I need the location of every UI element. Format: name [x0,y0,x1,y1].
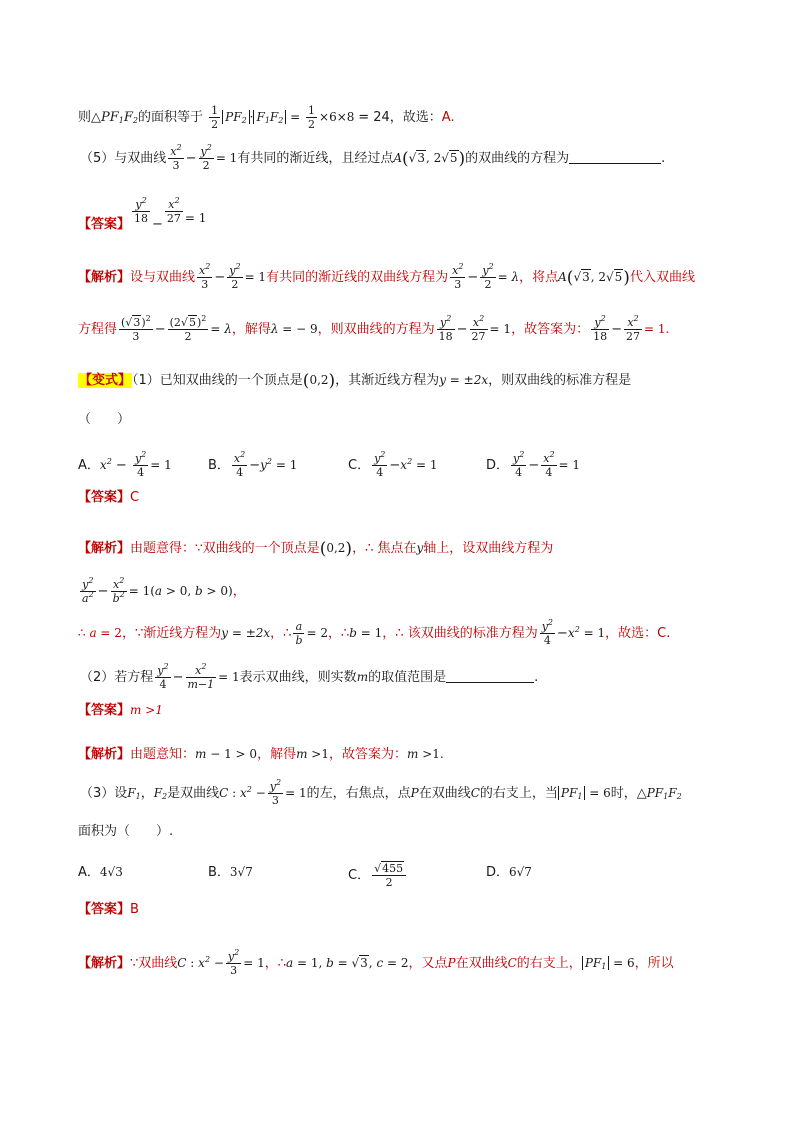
analysis-v1-line1: 【解析】由题意得：∵双曲线的一个顶点是(0,2)，∴ 焦点在y轴上，设双曲线方程为 [78,539,554,559]
option-d[interactable]: D．6√7 [486,865,532,880]
line-triangle-area: 则$\triangle PF_1F_2$的面积等于 $\frac{1}{2}$ $PF_2 \cdot F_1F_2$ = $\frac{1}{2}$ ×6×8 = 24，故选：A. [78,104,455,131]
answer-blank [446,682,534,683]
answer-v2: 【答案】m >1 [78,703,163,718]
variant-2-question: （2）若方程 $\frac{y^2}{4}$ − $\frac{x^2}{m-1}$ = 1表示双曲线，则实数m的取值范围是 . [80,662,539,691]
analysis-q5-line2: 方程得 $\frac{(√3)^2}{3}$ − $\frac{(2√5)^2}{2}$ = λ，解得λ = − 9，则双曲线的方程为 $\frac{y^2}{18}$ − $\frac{x^2}{27}$ = 1，故答案为： $\frac{y^2}{18}$ − $\frac{x^2}{27}$ = 1. [78,314,670,343]
answer-q5: 【答案】 $\frac{y^2}{18}$ − $\frac{x^2}{27}$ = 1 [78,196,207,232]
option-a[interactable]: A．4√3 [78,865,123,880]
option-d[interactable]: D． $\frac{y^2}{4}$ − $\frac{x^2}{4}$ = 1 [486,450,581,479]
answer-choice: A. [441,110,455,125]
answer-v1: 【答案】C [78,490,140,505]
variant-3-line2: 面积为（ ）. [78,824,174,839]
variant-3-question: （3）设$F_1$，$F_2$是双曲线C : $x^2$ − $\frac{y^2}{3}$ = 1的左，右焦点，点P在双曲线C的右支上，当 $PF_1 = 6$时，$\triangle PF_1F_2$ [80,778,682,807]
variant-1-paren: （ ） [78,412,131,427]
question-5: （5）与双曲线 $\frac{x^2}{3}$ − $\frac{y^2}{2}$ = 1有共同的渐近线，且经过点A(√3, 2√5)的双曲线的方程为 . [80,143,666,172]
option-a[interactable]: A．$x^2$ − $\frac{y^2}{4}$ = 1 [78,450,172,479]
analysis-v3: 【解析】∵双曲线C : $x^2$ − $\frac{y^2}{3}$ = 1，∴a = 1, b = √3, c = 2，又点P在双曲线C的右支上， $PF_1 = 6$，所以 [78,948,674,977]
analysis-v2: 【解析】由题意知：m − 1 > 0，解得m >1，故答案为：m >1. [78,747,444,762]
option-b[interactable]: B．3√7 [208,865,253,880]
analysis-tag: 【解析】 [78,270,131,285]
variant-1-question: 【变式】（1）已知双曲线的一个顶点是(0,2)，其渐近线方程为y = ±2x，则双曲线的标准方程是 [79,371,632,391]
analysis-q5-line1: 【解析】设与双曲线 $\frac{x^2}{3}$ − $\frac{y^2}{2}$ = 1有共同的渐近线的双曲线方程为 $\frac{x^2}{3}$ − $\frac{y^2}{2}$ = λ，将点A(√3, 2√5)代入双曲线 [78,262,695,291]
variant-tag: 【变式】 [79,373,132,388]
option-c[interactable]: C． $\frac{√455}{2}$ [348,862,408,889]
analysis-v1-line3: ∴ a = 2，∵渐近线方程为y = ±2x，∴ $\frac{a}{b}$ = 2，∴b = 1，∴ 该双曲线的标准方程为 $\frac{y^2}{4}$ $-x^2 = 1$，故选：C. [78,618,671,647]
answer-blank [569,163,661,164]
option-b[interactable]: B． $\frac{x^2}{4}$ $-y^2 = 1$ [208,450,298,479]
answer-tag: 【答案】 [78,217,131,232]
option-c[interactable]: C． $\frac{y^2}{4}$ $-x^2 = 1$ [348,450,438,479]
analysis-v1-line2: $\frac{y^2}{a^2}$ − $\frac{x^2}{b^2}$ = 1(a > 0, b > 0)， [82,576,246,605]
answer-v3: 【答案】B [78,902,139,917]
